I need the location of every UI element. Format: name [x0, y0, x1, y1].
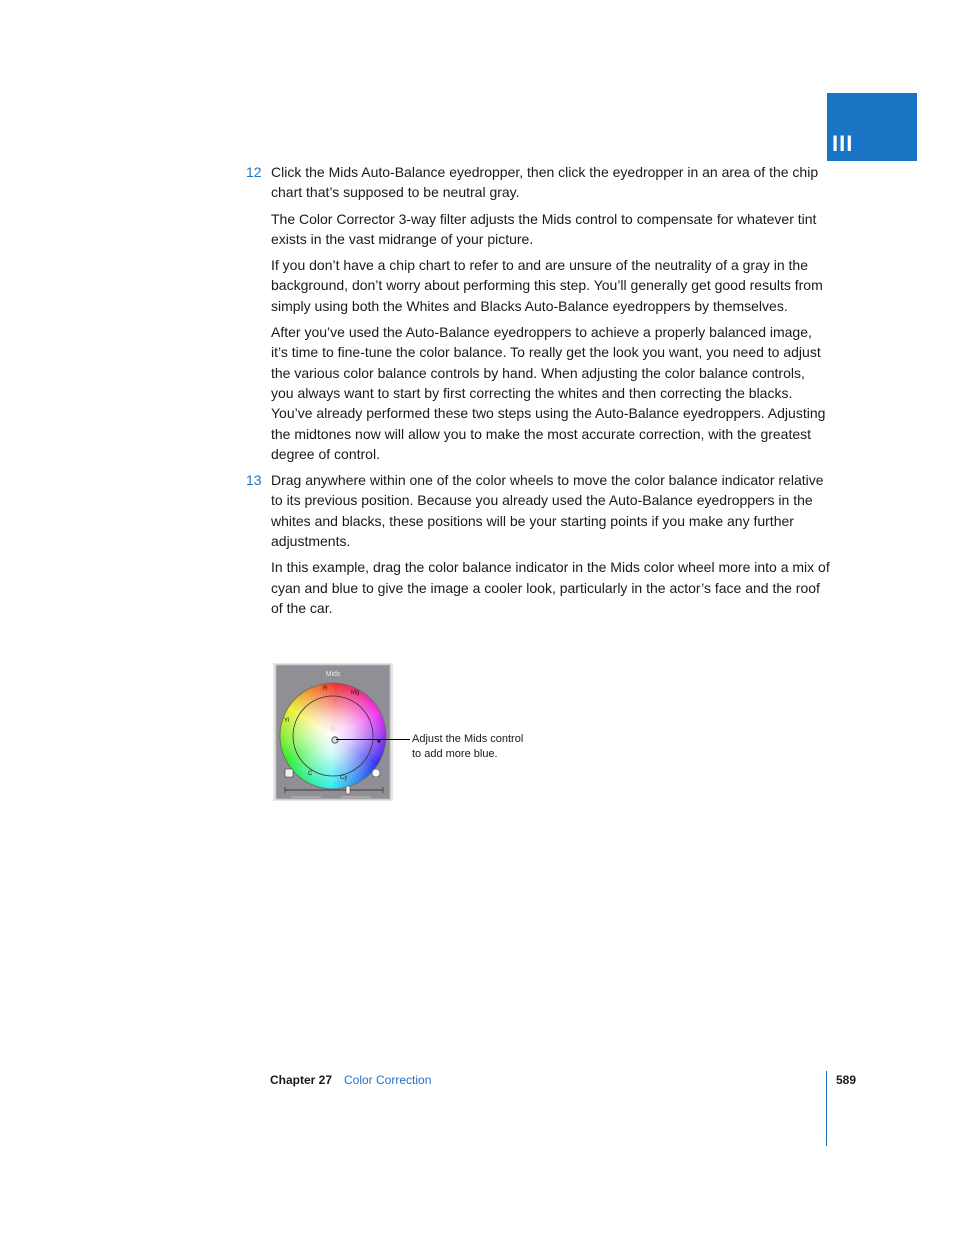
wheel-title: Mids [325, 671, 341, 678]
paragraph: If you don’t have a chip chart to refer to and are unsure of the neutrality of a gray in the background, don’t worry about performing this step. You’ll generally get good results from simply using both the Whites and Blacks Auto-Balance eyedroppers by themselves. [271, 257, 823, 314]
step-13 [246, 470, 831, 618]
label-cy: Cy [340, 775, 348, 781]
footer-chapter-title: Color Correction [344, 1073, 432, 1087]
part-tab [827, 93, 917, 161]
callout-line-1: Adjust the Mids control [412, 733, 524, 745]
step-number: 12 [246, 164, 262, 180]
step-instruction: Click the Mids Auto-Balance eyedropper, then click the eyedropper in an area of the chip chart that’s supposed to be neutral gray. [271, 164, 819, 201]
label-mg: Mg [351, 690, 360, 696]
step-number: 13 [246, 472, 262, 489]
slider-thumb[interactable] [346, 786, 350, 794]
figure-callout [412, 732, 552, 762]
step-instruction: Drag anywhere within one of the color wheels to move the color balance indicator relative to its previous position. Because you already used the Auto-Balance eyedroppers in the whites and blacks, these positions will be your starting points if you make any further adjustments. [271, 472, 824, 550]
callout-leader-line [336, 739, 410, 740]
paragraph: After you’ve used the Auto-Balance eyedroppers to achieve a properly balanced image, it’s time to fine-tune the color balance. To really get the look you want, you need to adjust the various color balance controls by hand. When adjusting the color balance controls, you always want to start by first correcting the whites and then correcting the blacks. You’ve already performed these two steps using the Auto-Balance eyedroppers. Adjusting the midtones now will allow you to make the most accurate correction, with the greatest degree of control. [271, 324, 826, 462]
paragraph: The Color Corrector 3-way filter adjusts the Mids control to compensate for whatever tint exists in the vast midrange of your picture. [271, 210, 817, 247]
body-content [246, 162, 831, 624]
reset-button[interactable] [372, 769, 380, 777]
step-12 [246, 162, 831, 464]
color-wheel-illustration [273, 663, 393, 801]
footer-chapter: Chapter 27 [270, 1073, 333, 1087]
paragraph: In this example, drag the color balance indicator in the Mids color wheel more into a mix of cyan and blue to give the image a cooler look, particularly in the actor’s face and the roof of the car. [271, 559, 830, 616]
label-yl: Yl [284, 718, 290, 724]
eyedropper-icon[interactable] [285, 769, 293, 777]
callout-line-2: to add more blue. [412, 748, 498, 760]
footer-divider [826, 1071, 827, 1146]
part-number: III [832, 131, 854, 156]
mids-color-wheel-figure [273, 663, 393, 801]
label-c: C [308, 771, 313, 777]
label-r: R [323, 686, 328, 692]
balance-indicator[interactable] [332, 737, 338, 743]
page-number: 589 [836, 1073, 857, 1087]
